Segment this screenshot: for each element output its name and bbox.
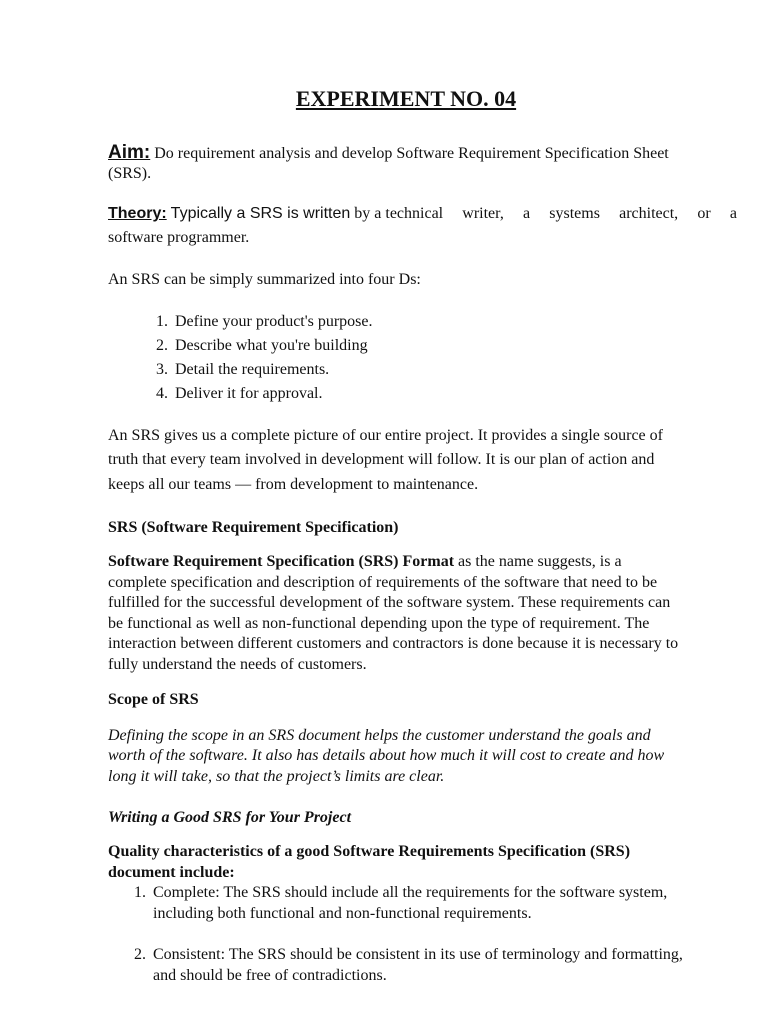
theory-label: Theory: xyxy=(108,205,167,222)
srs-heading: SRS (Software Requirement Specification) xyxy=(108,519,399,536)
list-item-text: Define your product's purpose. xyxy=(175,313,373,330)
aim-label: Aim: xyxy=(108,142,151,163)
list-item-text: Describe what you're building xyxy=(175,337,368,354)
theory-word: a xyxy=(523,205,531,222)
format-line: interaction between different customers and contractors is done because it is necessary to xyxy=(108,635,679,652)
list-item xyxy=(146,359,329,381)
theory-sans-text: Typically a SRS is written xyxy=(170,205,351,222)
theory-word: architect, xyxy=(619,205,679,222)
list-number: 3. xyxy=(156,361,168,378)
list-item xyxy=(146,383,323,405)
page-title: EXPERIMENT NO. 04 xyxy=(295,86,517,111)
list-item xyxy=(124,882,667,904)
list-number: 1. xyxy=(134,884,146,901)
aim-text-line2: (SRS). xyxy=(108,165,152,182)
theory-word: by a technical xyxy=(354,205,444,222)
list-item-continuation: and should be free of contradictions. xyxy=(153,967,387,984)
list-item-text: Detail the requirements. xyxy=(175,361,330,378)
format-line: complete specification and description of requirements of the software that need to be xyxy=(108,574,658,591)
list-number: 1. xyxy=(156,313,168,330)
list-item xyxy=(124,944,683,966)
list-number: 2. xyxy=(134,946,146,963)
scope-line: long it will take, so that the project’s limits are clear. xyxy=(108,768,445,785)
format-line: be functional as well as non-functional depending upon the type of requirement. The xyxy=(108,615,650,632)
quality-heading-line2: document include: xyxy=(108,864,235,881)
format-line1-rest: as the name suggests, is a xyxy=(454,553,622,570)
list-number: 4. xyxy=(156,385,168,402)
scope-line: worth of the software. It also has details about how much it will cost to create and how xyxy=(108,747,665,764)
theory-word: or xyxy=(697,205,711,222)
writing-heading: Writing a Good SRS for Your Project xyxy=(108,809,352,826)
overview-line: An SRS gives us a complete picture of our entire project. It provides a single source of xyxy=(108,427,663,444)
scope-heading: Scope of SRS xyxy=(108,691,199,708)
four-ds-intro: An SRS can be simply summarized into four Ds: xyxy=(108,271,421,288)
list-item-text: Deliver it for approval. xyxy=(175,385,323,402)
list-item-text: Consistent: The SRS should be consistent in its use of terminology and formatting, xyxy=(153,946,683,963)
list-item-text: Complete: The SRS should include all the requirements for the software system, xyxy=(153,884,668,901)
list-item-continuation: including both functional and non-functional requirements. xyxy=(153,905,532,922)
list-item xyxy=(146,335,368,357)
aim-paragraph xyxy=(108,142,669,164)
format-line: fully understand the needs of customers. xyxy=(108,656,367,673)
list-number: 2. xyxy=(156,337,168,354)
overview-line: truth that every team involved in development will follow. It is our plan of action and xyxy=(108,451,655,468)
format-bold-lead: Software Requirement Specification (SRS) Format xyxy=(108,553,455,570)
quality-heading: Quality characteristics of a good Software Requirements Specification (SRS) xyxy=(108,843,631,860)
format-line xyxy=(108,551,622,573)
list-item xyxy=(146,311,373,333)
theory-word: a xyxy=(729,205,737,222)
theory-word: writer, xyxy=(462,205,504,222)
aim-text: Do requirement analysis and develop Software Requirement Specification Sheet xyxy=(154,145,669,162)
theory-paragraph xyxy=(108,203,737,225)
overview-line: keeps all our teams — from development to maintenance. xyxy=(108,476,479,493)
format-line: fulfilled for the successful development of the software system. These requirements can xyxy=(108,594,671,611)
theory-word: systems xyxy=(549,205,600,222)
scope-line: Defining the scope in an SRS document helps the customer understand the goals and xyxy=(108,727,651,744)
theory-text-line2: software programmer. xyxy=(108,229,250,246)
